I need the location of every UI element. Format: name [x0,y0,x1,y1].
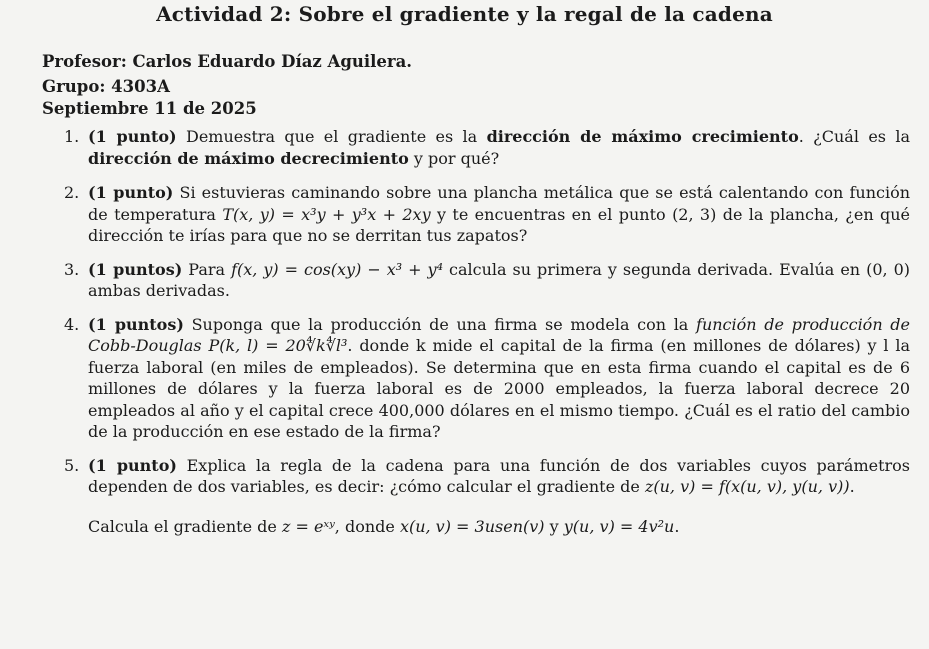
item-text: Suponga que la producción de una firma se modela con la [191,314,689,334]
item-text: . [849,477,855,496]
item-points: (1 punto) [88,455,177,475]
item-formula: z(u, v) = f(x(u, v), y(u, v)) [644,477,850,496]
item-text: y [549,516,559,536]
item-formula: P(k, l) = 20∜k∜l³ [208,336,348,355]
fecha-line: Septiembre 11 de 2025 [42,99,257,118]
item-number: 3. [64,259,80,279]
profesor-line: Profesor: Carlos Eduardo Díaz Aguilera. [42,52,413,71]
item-text: calcula su primera y segunda derivada. Evalúa en [449,259,861,279]
item-points: (1 punto) [88,183,174,202]
item-formula: T(x, y) = x³y + y³x + 2xy [222,204,431,224]
item-italic-text: función de producción de Cobb-Douglas [88,314,910,355]
item-number: 4. [64,314,80,334]
item-text: de la plancha, ¿en qué dirección te irías para que no se derritan tus zapatos? [88,204,911,245]
item-text: . [674,516,680,536]
item-points: (1 punto) [88,127,177,146]
list-item [64,126,910,169]
item-text: Explica la regla de la cadena para una función de dos variables cuyos parámetros dependen de dos variables, es decir: ¿cómo calcular el gradiente de [88,455,911,496]
activity-list [64,126,910,537]
item-formula: x(u, v) = 3usen(v) [399,516,545,536]
list-item [64,182,910,247]
item-formula: f(x, y) = cos(xy) − x³ + y⁴ [231,259,444,279]
item-formula: (2, 3) [672,204,717,224]
item-bold-text: dirección de máximo crecimiento [486,127,799,146]
item-formula: z = eˣʸ [281,516,335,536]
item-text: ambas derivadas. [88,281,230,300]
item-bold-text: dirección de máximo decrecimiento [88,148,409,168]
item-text: Calcula el gradiente de [88,516,277,536]
item-text: y por qué? [413,148,500,168]
item-text: Si estuvieras caminando sobre una plancha metálica que se está calentando con función de temperatura [88,183,911,224]
item-text: Demuestra que el gradiente es la [185,127,478,146]
item-text: y te encuentras en el punto [437,204,666,224]
item-text: Para [188,259,226,279]
list-item [64,455,910,538]
item-points: (1 puntos) [88,314,184,334]
item-formula: y(u, v) = 4v²u [563,516,675,536]
item-text: . ¿Cuál es la [798,127,911,146]
grupo-line: Grupo: 4303A [42,77,170,96]
list-item [64,314,910,443]
item-number: 5. [64,455,80,475]
item-points: (1 puntos) [88,259,183,279]
list-item [64,259,910,302]
item-number: 2. [64,183,80,202]
item-text: . donde k mide el capital de la firma (en millones de dólares) y l la fuerza laboral (en miles de empleados). Se determina que en esta firma cuando el capital es de 6 millones de dólares y la fuerza laboral es de 2000 empleados, la fuerza laboral decrece 20 empleados al año y el capital crece 400,000 dólares en el mismo tiempo. ¿Cuál es el ratio del cambio de la producción en ese estado de la firma? [88,336,910,441]
item-number: 1. [64,127,80,146]
item-text: , donde [334,516,395,536]
item-formula: (0, 0) [866,259,911,279]
item-subpart [88,516,910,538]
page-title: Actividad 2: Sobre el gradiente y la regal de la cadena [156,2,773,26]
